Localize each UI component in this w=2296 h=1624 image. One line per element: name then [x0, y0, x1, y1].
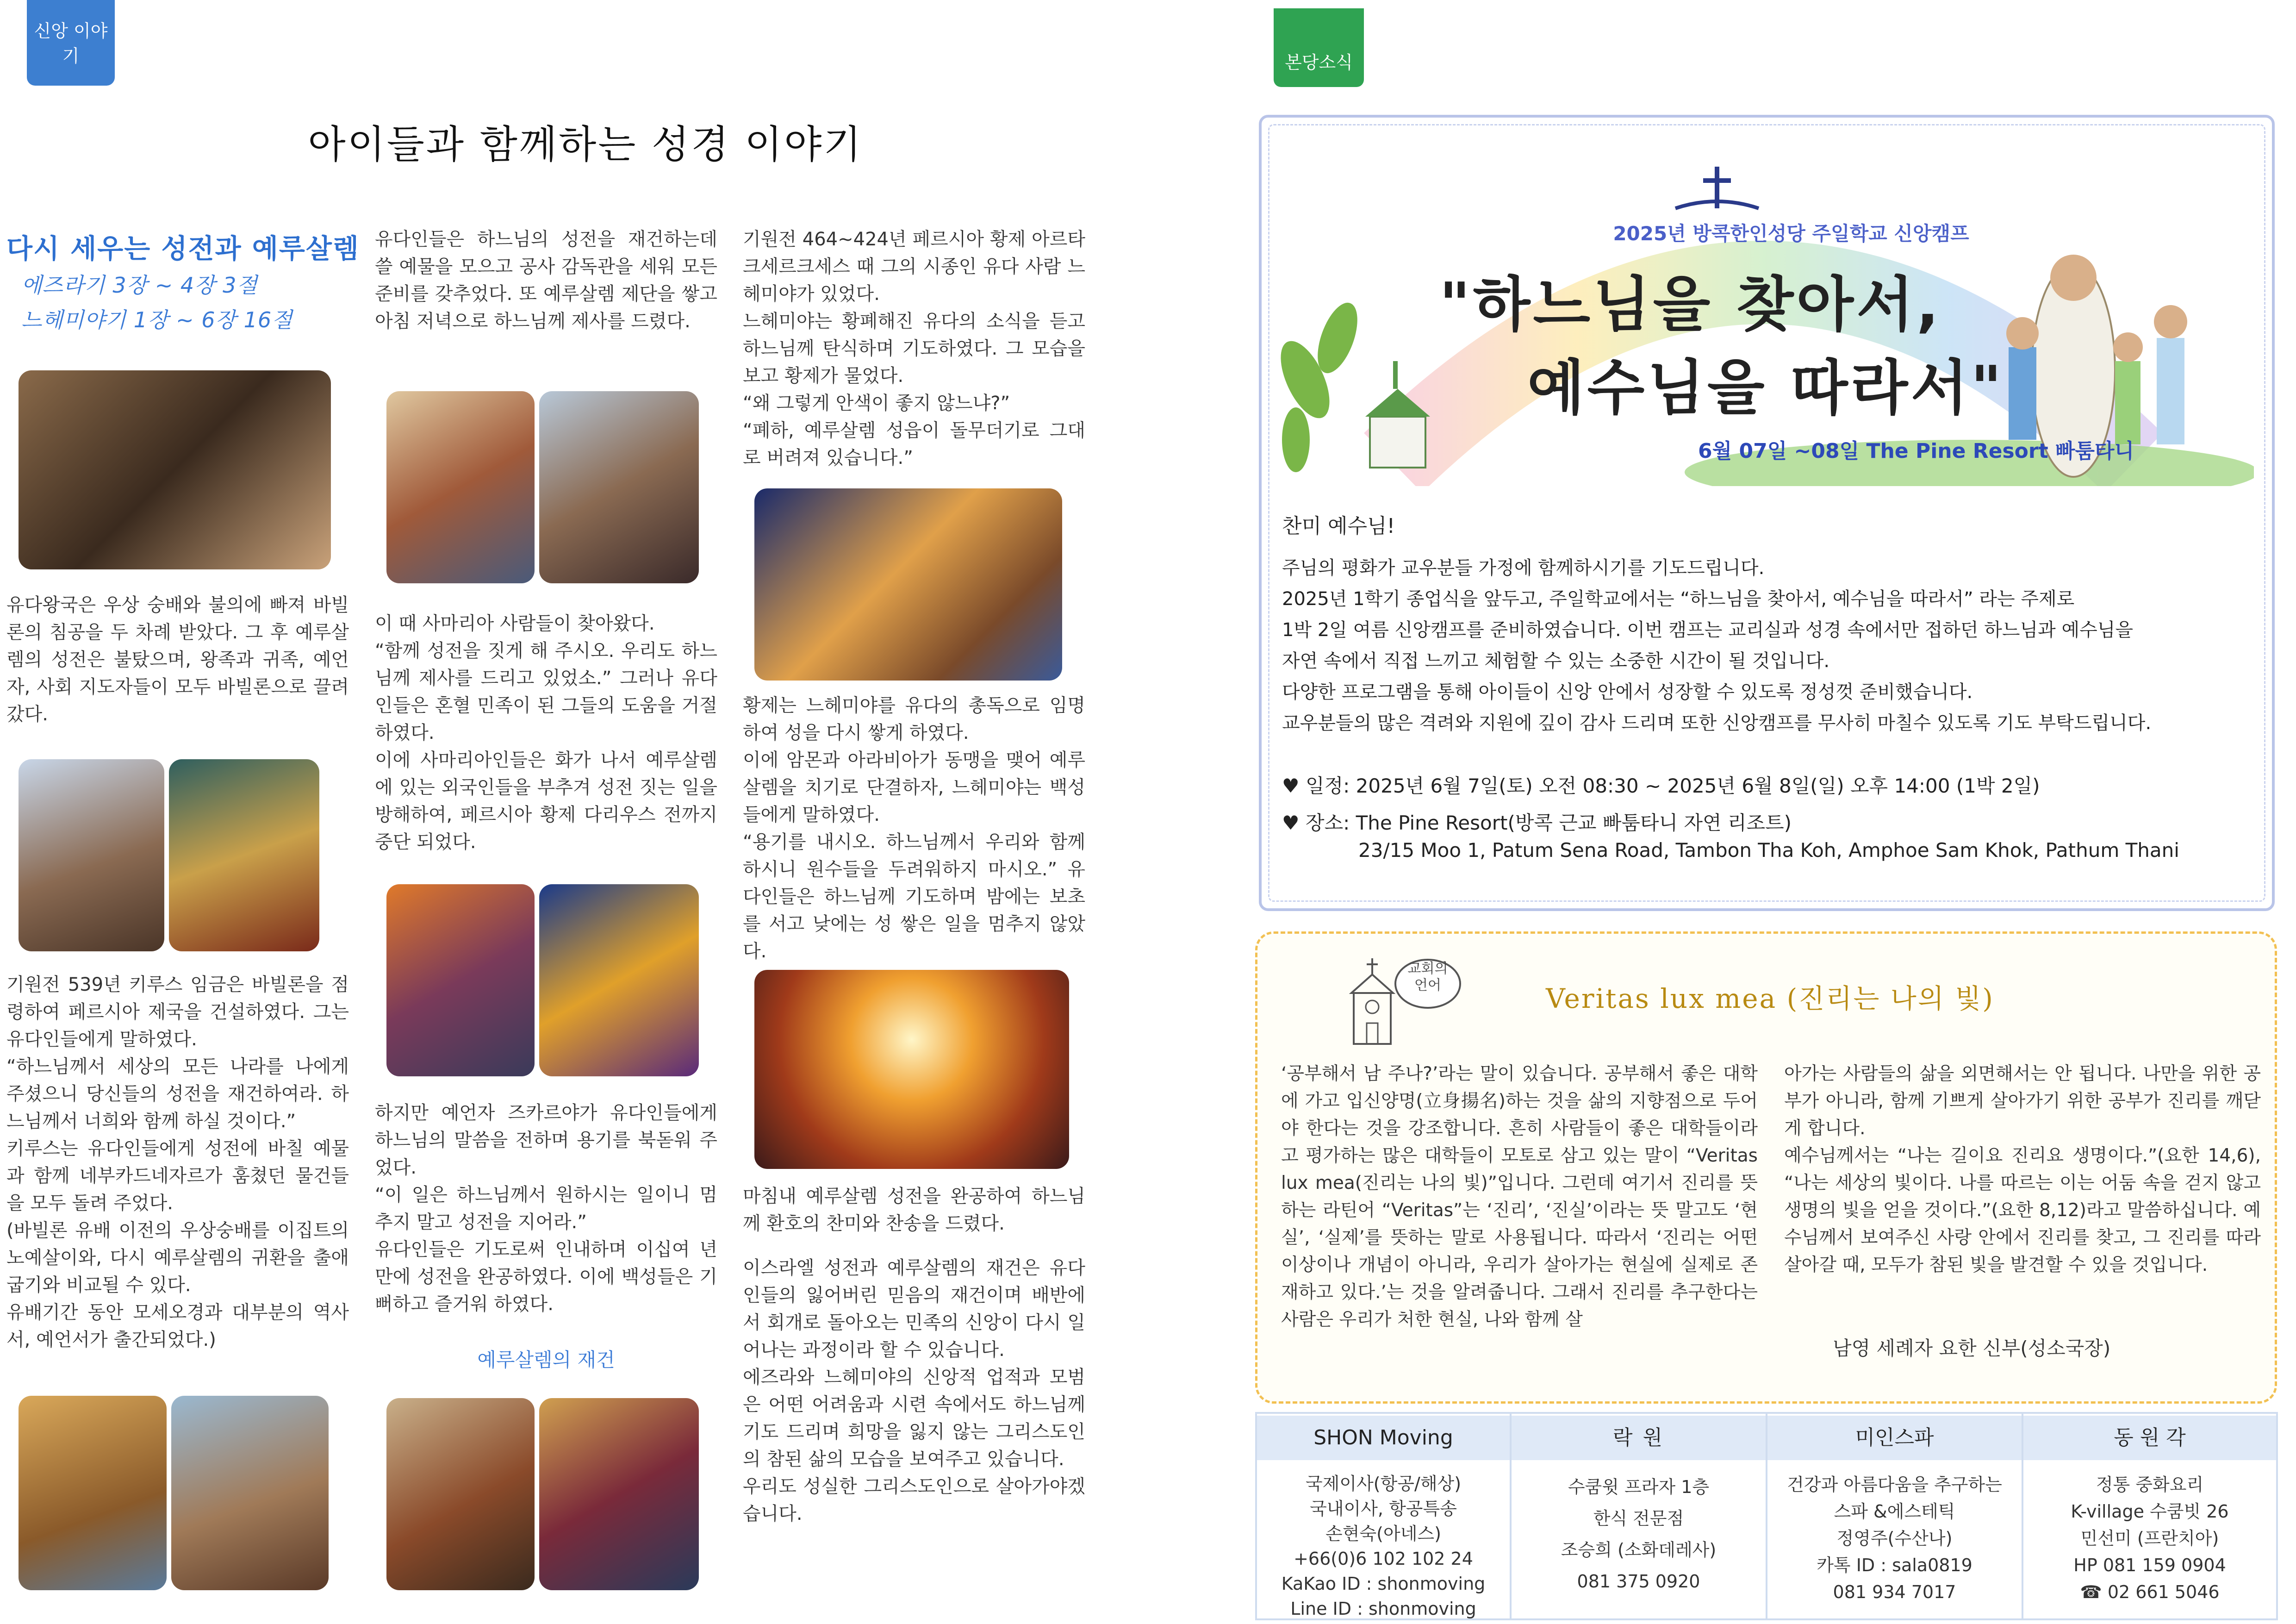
col2-paragraph-3: 하지만 예언자 즈카르야가 유다인들에게 하느님의 말씀을 전하며 용기를 북돋워 주었다. “이 일은 하느님께서 원하시는 일이니 멈추지 말고 성전을 지어라.” 유다인들은 기도로써 인내하며 이십여 년 만에 성전을 완공하였다. 이에 백성들은 기뻐하고 즐거워 하였다.: [375, 1102, 717, 1315]
veritas-text-right: 아가는 사람들의 삶을 외면해서는 안 됩니다. 나만을 위한 공부가 아니라, 함께 기쁘게 살아가기 위한 공부가 진리를 깨닫게 합니다. 예수님께서는 “나는 길이요 진리요 생명이다.”(요한 14,6), “나는 세상의 빛이다. 나를 따르는 이는 어둠 속을 걷지 않고 생명의 빛을 얻을 것이다.”(요한 8,12)라고 말씀하십니다. 예수님께서 보여주신 사랑 안에서 진리를 찾고, 그 진리를 따라 살아갈 때, 모두가 참된 빛을 발견할 수 있을 것입니다.: [1784, 1063, 2261, 1275]
col1-paragraph-2: 기원전 539년 키루스 임금은 바빌론을 점령하여 페르시아 제국을 건설하였다. 그는 유다인들에게 말하였다. “하느님께서 세상의 모든 나라를 나에게 주셨으니 당신들의 성전을 재건하여라. 하느님께서 너희와 함께 하실 것이다.” 키루스는 유다인들에게 성전에 바칠 예물과 함께 네부카드네자르가 훔쳤던 물건들을 모두 돌려 주었다. (바빌론 유배 이전의 우상숭배를 이집트의 노예살이와, 다시 예루살렘의 귀환을 출애굽기와 비교될 수 있다. 유배기간 동안 모세오경과 대부분의 역사서, 예언서가 출간되었다.): [6, 974, 349, 1350]
greeting: 찬미 예수님!: [1282, 514, 1395, 538]
illustration-cyrus-decree: [169, 759, 319, 951]
camp-organizer-line: 2025년 방콕한인성당 주일학교 신앙캠프: [1613, 222, 1969, 245]
letter-line-6: 교우분들의 많은 격려와 지원에 깊이 감사 드리며 또한 신앙캠프를 무사히 마칠수 있도록 기도 부탁드립니다.: [1282, 712, 2152, 734]
ad-beauty-spa-details: 건강과 아름다움을 추구하는 스파 &에스테틱 정영주(수산나) 카톡 ID : sala0819 081 934 7017: [1787, 1474, 2002, 1602]
col3-paragraph-4: 이스라엘 성전과 예루살렘의 재건은 유다인들의 잃어버린 믿음의 재건이며 배반에서 회개로 돌아오는 민족의 신앙이 다시 일어나는 과정이라 할 수 있습니다. 에즈라와 느헤미야의 신앙적 업적과 모범은 어떤 어려움과 시련 속에서도 하느님께 기도 드리며 희망을 잃지 않는 그리스도인의 참된 삶의 모습을 보여주고 있습니다. 우리도 성실한 그리스도인으로 살아가야겠습니다.: [743, 1257, 1085, 1524]
col3-paragraph-3: 마침내 예루살렘 성전을 완공하여 하느님께 환호의 찬미와 찬송을 드렸다.: [743, 1186, 1085, 1234]
col3-paragraph-1: 기원전 464~424년 페르시아 황제 아르타크세르크세스 때 그의 시종인 유다 사람 느헤미야가 있었다. 느헤미야는 황폐해진 유다의 소식을 듣고 하느님께 탄식하며 기도하였다. 그 모습을 보고 황제가 물었다. “왜 그렇게 안색이 좋지 않느냐?” “폐하, 예루살렘 성읍이 돌무더기로 그대로 버려져 있습니다.”: [743, 229, 1085, 468]
illustration-nehemiah-prayer: [386, 1398, 535, 1590]
illustration-temple-completed: [539, 884, 699, 1076]
caption-jerusalem-rebuilt: 예루살렘의 재건: [477, 1349, 615, 1371]
letter-line-2: 2025년 1학기 종업식을 앞두고, 주일학교에서는 “하느님을 찾아서, 예수님을 따라서” 라는 주제로: [1282, 588, 2075, 610]
camp-title-line-2: 예수님을 따라서": [1527, 354, 2004, 423]
illustration-exile-crowd: [19, 759, 164, 951]
col1-paragraph-1: 유다왕국은 우상 숭배와 불의에 빠져 바빌론의 침공을 두 차례 받았다. 그 후 예루살렘의 성전은 불탔으며, 왕족과 귀족, 예언자, 사회 지도자들이 모두 바빌론으로 끌려갔다.: [6, 594, 349, 725]
ad-shon-moving-details: 국제이사(항공/해상) 국내이사, 항공특송 손현숙(아네스) +66(0)6 102 102 24 KaKao ID : shonmoving Line ID : shonmoving: [1281, 1474, 1486, 1619]
veritas-text-left: ‘공부해서 남 주나?’라는 말이 있습니다. 공부해서 좋은 대학에 가고 입신양명(立身揚名)하는 것을 삶의 지향점으로 두어야 한다는 것을 강조합니다. 흔히 사람들이 좋은 대학들이라고 평가하는 많은 대학들이 모토로 삼고 있는 말이 “Veritas lux mea(진리는 나의 빛)”입니다. 그런데 여기서 진리를 뜻하는 라틴어 “Veritas”는 ‘진리’, ‘진실’이라는 뜻 말고도 ‘현실’, ‘실제’를 뜻하는 말로 사용됩니다. 따라서 ‘진리는 어떤 이상이나 개념이 아니라, 우리가 살아가는 현실에 실제로 존재하고 있다.’는 것을 알려줍니다. 그래서 진리를 추구한다는 사람은 우리가 처한 현실, 나와 함께 살: [1281, 1063, 1758, 1330]
letter-line-5: 다양한 프로그램을 통해 아이들이 신앙 안에서 성장할 수 있도록 정성껏 준비했습니다.: [1282, 681, 1973, 703]
ad-rakwon-name: 락 원: [1512, 1416, 1766, 1460]
camp-date-location: 6월 07일 ~08일 The Pine Resort 빠툼타니: [1698, 439, 2134, 463]
illustration-babylon-invasion: [19, 370, 331, 569]
camp-place: ♥ 장소: The Pine Resort(방콕 근교 빠툼타니 자연 리조트): [1282, 812, 1792, 834]
ad-shon-moving-name: SHON Moving: [1257, 1416, 1510, 1460]
ad-rakwon-details: 수쿰윗 프라자 1층 한식 전문점 조승희 (소화데레사) 081 375 0920: [1561, 1477, 1717, 1592]
letter-line-3: 1박 2일 여름 신앙캠프를 준비하였습니다. 이번 캠프는 교리실과 성경 속에서만 접하던 하느님과 예수님을: [1282, 619, 2134, 641]
veritas-author: 남영 세례자 요한 신부(성소국장): [1833, 1337, 2111, 1360]
church-language-badge: 교회의 언어: [1407, 961, 1448, 993]
illustration-walls-rebuilding: [754, 488, 1062, 681]
scripture-ref-ezra: 에즈라기 3장 ~ 4장 3절: [21, 273, 258, 298]
section-tag-parish-news: 본당소식: [1274, 8, 1364, 87]
illustration-builders: [171, 1396, 329, 1590]
letter-line-1: 주님의 평화가 교우분들 가정에 함께하시기를 기도드립니다.: [1282, 557, 1765, 579]
illustration-praise-worship: [754, 970, 1069, 1169]
illustration-temple-plans: [386, 391, 535, 583]
col3-paragraph-2: 황제는 느헤미야를 유다의 총독으로 임명하여 성을 다시 쌓게 하였다. 이에 암몬과 아라비아가 동맹을 맺어 예루살렘을 치기로 단결하자, 느헤미야는 백성들에게 말하였다. “용기를 내시오. 하느님께서 우리와 함께 하시니 원수들을 두려워하지 마시오.” 유다인들은 하느님께 기도하며 밤에는 보초를 서고 낮에는 성 쌓은 일을 멈추지 않았다.: [743, 695, 1085, 962]
col2-paragraph-1: 유다인들은 하느님의 성전을 재건하는데 쓸 예물을 모으고 공사 감독관을 세워 모든 준비를 갖추었다. 또 예루살렘 제단을 쌓고 아침 저녁으로 하느님께 제사를 드렸다.: [375, 229, 717, 332]
ad-dongwongak-details: 정통 중화요리 K-village 수쿰빗 26 민선미 (프란치아) HP 081 159 0904 ☎ 02 661 5046: [2071, 1474, 2229, 1602]
illustration-prophet-crowd: [386, 884, 535, 1076]
col2-paragraph-2: 이 때 사마리아 사람들이 찾아왔다. “함께 성전을 짓게 해 주시오. 우리도 하느님께 제사를 드리고 있었소.” 그러나 유다인들은 혼혈 민족이 된 그들의 도움을 거절하였다. 이에 사마리아인들은 화가 나서 예루살렘에 있는 외국인들을 부추겨 성전 짓는 일을 방해하여, 페르시아 황제 다리우스 전까지 중단 되었다.: [375, 613, 717, 853]
camp-schedule: ♥ 일정: 2025년 6월 7일(토) 오전 08:30 ~ 2025년 6월 8일(일) 오후 14:00 (1박 2일): [1282, 775, 2040, 797]
illustration-king-artaxerxes: [539, 1398, 699, 1590]
veritas-title: Veritas lux mea (진리는 나의 빛): [1546, 983, 1994, 1014]
ad-dongwongak-name: 동 원 각: [2023, 1416, 2276, 1460]
section-tag-faith: 신앙 이야기: [27, 0, 115, 86]
scripture-ref-nehemiah: 느헤미야기 1장 ~ 6장 16절: [21, 307, 293, 332]
illustration-returning-treasures: [19, 1396, 167, 1590]
page-title: 아이들과 함께하는 성경 이야기: [308, 122, 863, 167]
letter-line-4: 자연 속에서 직접 느끼고 체험할 수 있는 소중한 시간이 될 것입니다.: [1282, 650, 1830, 672]
story-subtitle: 다시 세우는 성전과 예루살렘: [6, 233, 360, 264]
camp-title-line-1: "하느님을 찾아서,: [1439, 270, 1942, 339]
camp-address: 23/15 Moo 1, Patum Sena Road, Tambon Tha Koh, Amphoe Sam Khok, Pathum Thani: [1358, 839, 2179, 862]
illustration-samaritans: [539, 391, 699, 583]
ad-beauty-spa-name: 미인스파: [1767, 1416, 2022, 1460]
